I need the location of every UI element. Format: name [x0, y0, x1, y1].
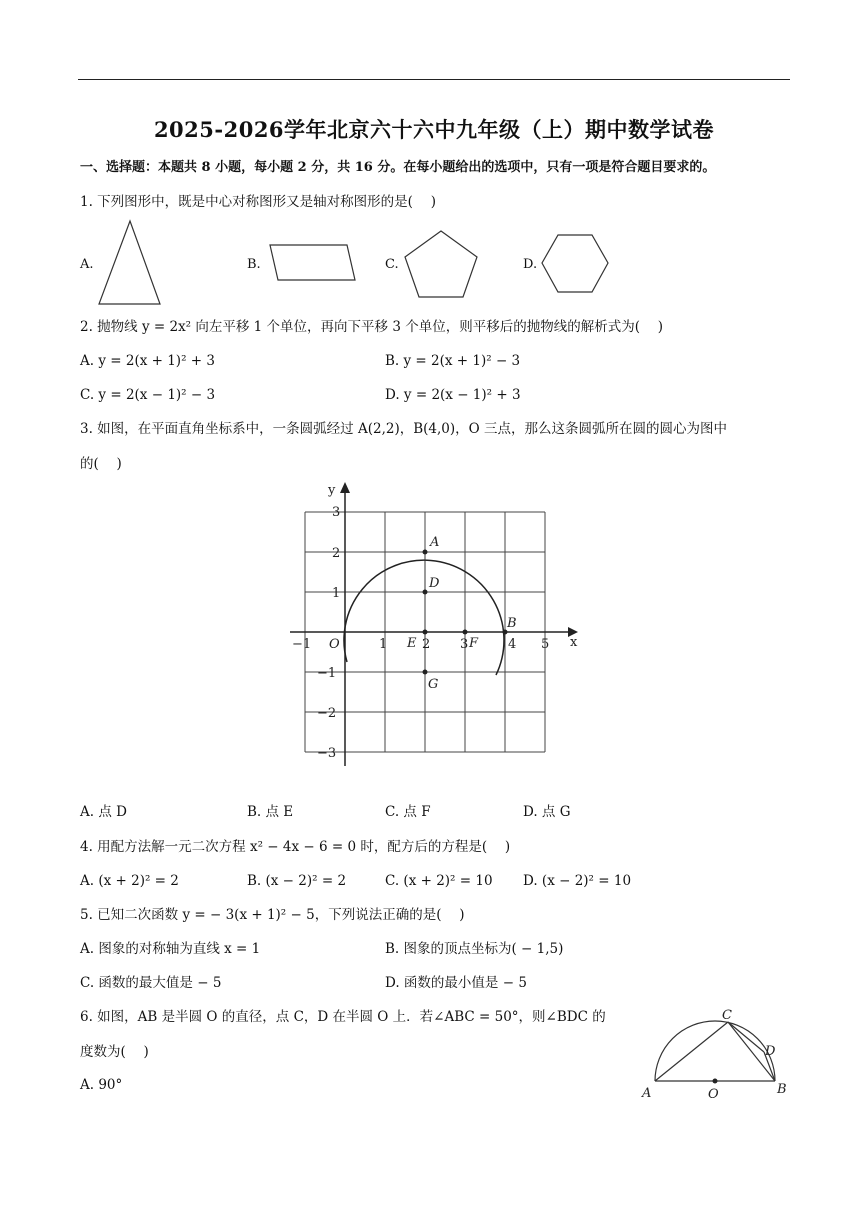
q3-point-g [423, 670, 428, 675]
q5-option-b: B. 图象的顶点坐标为( − 1,5) [385, 941, 564, 957]
question-1-stem: 1. 下列图形中，既是中心对称图形又是轴对称图形的是( ) [80, 194, 436, 210]
q5-option-a: A. 图象的对称轴为直线 x = 1 [80, 941, 261, 957]
page-title: 2025-2026学年北京六十六中九年级（上）期中数学试卷 [153, 117, 715, 142]
q1-hexagon-figure [540, 232, 615, 297]
question-5-stem: 5. 已知二次函数 y = − 3(x + 1)² − 5，下列说法正确的是( ) [80, 907, 465, 923]
q3-coordinate-figure [280, 478, 585, 773]
q6-label-c: C [722, 1008, 732, 1023]
q3-label-a: A [430, 535, 440, 550]
q3-y-tick: 2 [332, 546, 341, 561]
q4-option-c: C. (x + 2)² = 10 [385, 873, 493, 889]
q3-y-axis-arrow-icon [340, 482, 350, 493]
q6-segment-ac [655, 1022, 728, 1081]
q3-label-f: F [469, 636, 479, 651]
q1-option-b-label: B. [247, 257, 261, 272]
q3-x-tick: 5 [541, 637, 550, 652]
question-6-stem-line2: 度数为( ) [80, 1044, 149, 1060]
q3-point-f [463, 630, 468, 635]
top-rule [78, 79, 790, 80]
q3-x-tick: −1 [292, 637, 312, 652]
q1-option-c-label: C. [385, 257, 399, 272]
q3-origin-label: O [329, 637, 340, 652]
q6-label-o: O [708, 1087, 719, 1102]
q3-option-a: A. 点 D [80, 804, 127, 820]
q6-segment-cd [728, 1022, 764, 1052]
q1-pentagon-figure [402, 228, 482, 303]
q3-point-e [423, 630, 428, 635]
q3-label-g: G [428, 677, 439, 692]
q3-y-tick: −1 [317, 666, 337, 681]
q4-option-b: B. (x − 2)² = 2 [247, 873, 347, 889]
q3-arc [344, 560, 504, 675]
q4-option-a: A. (x + 2)² = 2 [80, 873, 179, 889]
question-4-stem: 4. 用配方法解一元二次方程 x² − 4x − 6 = 0 时，配方后的方程是( ) [80, 839, 511, 855]
q3-label-e: E [407, 636, 417, 651]
section-heading: 一、选择题：本题共 8 小题，每小题 2 分，共 16 分。在每小题给出的选项中，只有一项是符合题目要求的。 [80, 160, 716, 175]
q3-x-tick: 1 [379, 637, 388, 652]
q3-y-tick: −2 [317, 706, 337, 721]
q6-arc [655, 1021, 775, 1081]
q3-label-d: D [429, 576, 440, 591]
q1-option-a-label: A. [80, 257, 94, 272]
q2-option-a: A. y = 2(x + 1)² + 3 [80, 353, 215, 369]
question-6-stem-line1: 6. 如图，AB 是半圆 O 的直径，点 C，D 在半圆 O 上．若∠ABC = 50°，则∠BDC 的 [80, 1009, 606, 1025]
q3-option-b: B. 点 E [247, 804, 294, 820]
q6-center-point [713, 1079, 718, 1084]
q1-triangle-figure [95, 218, 165, 308]
q1-option-d-label: D. [523, 257, 538, 272]
q1-parallelogram-figure [265, 240, 360, 285]
q3-y-axis-label: y [328, 483, 336, 498]
q3-x-tick: 3 [460, 637, 469, 652]
q3-x-tick: 2 [422, 637, 431, 652]
q3-option-c: C. 点 F [385, 804, 431, 820]
q6-label-d: D [765, 1044, 776, 1059]
question-3-stem-line2: 的( ) [80, 456, 122, 472]
q3-y-tick: −3 [317, 746, 337, 761]
q3-y-tick: 1 [332, 586, 341, 601]
q3-y-tick: 3 [332, 505, 341, 520]
q3-point-d [423, 590, 428, 595]
q2-option-b: B. y = 2(x + 1)² − 3 [385, 353, 521, 369]
q6-semicircle-figure [640, 1005, 790, 1105]
q3-label-b: B [507, 616, 517, 631]
q6-option-a: A. 90° [80, 1077, 123, 1093]
q2-option-c: C. y = 2(x − 1)² − 3 [80, 387, 216, 403]
q3-option-d: D. 点 G [523, 804, 571, 820]
q3-point-a [423, 550, 428, 555]
q6-label-a: A [642, 1086, 652, 1101]
q4-option-d: D. (x − 2)² = 10 [523, 873, 632, 889]
q5-option-d: D. 函数的最小值是 − 5 [385, 975, 527, 991]
question-3-stem-line1: 3. 如图，在平面直角坐标系中，一条圆弧经过 A(2,2)，B(4,0)，O 三点，那么这条圆弧所在圆的圆心为图中 [80, 421, 727, 437]
q6-label-b: B [777, 1082, 787, 1097]
q2-option-d: D. y = 2(x − 1)² + 3 [385, 387, 521, 403]
q5-option-c: C. 函数的最大值是 − 5 [80, 975, 222, 991]
q3-x-tick: 4 [508, 637, 517, 652]
question-2-stem: 2. 抛物线 y = 2x² 向左平移 1 个单位，再向下平移 3 个单位，则平移后的抛物线的解析式为( ) [80, 319, 664, 335]
q3-x-axis-label: x [570, 635, 578, 650]
